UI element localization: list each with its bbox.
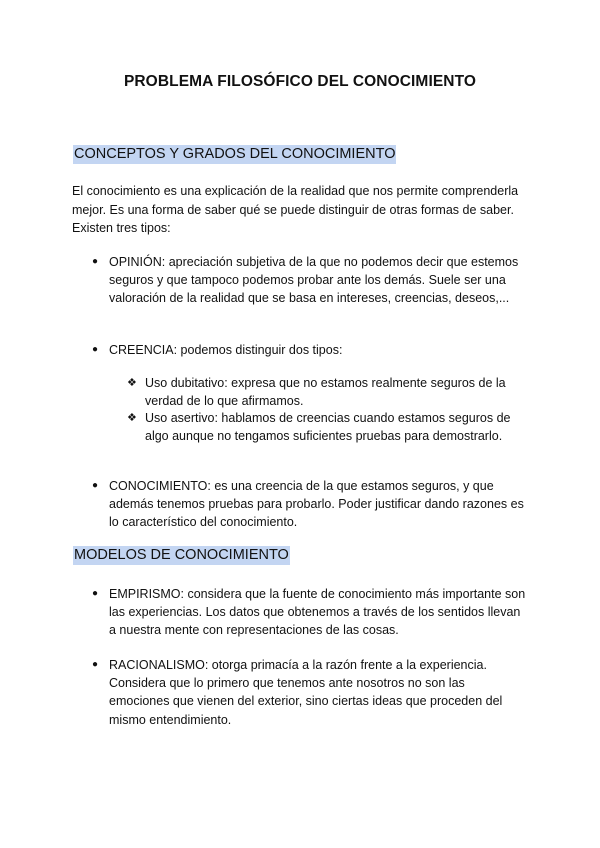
bullet-dot-icon: ● xyxy=(92,480,99,491)
bullet-dot-icon: ● xyxy=(92,588,99,599)
list-item-text: CREENCIA: podemos distinguir dos tipos: xyxy=(109,343,343,357)
bullet-dot-icon: ● xyxy=(92,344,99,355)
sub-item-text: Uso dubitativo: expresa que no estamos realmente seguros de la verdad de lo que afirmamos. xyxy=(145,376,506,409)
diamond-bullet-icon: ❖ xyxy=(127,412,137,424)
section-heading-text: MODELOS DE CONOCIMIENTO xyxy=(74,547,289,563)
diamond-bullet-icon: ❖ xyxy=(127,377,137,389)
page-title: PROBLEMA FILOSÓFICO DEL CONOCIMIENTO xyxy=(123,73,477,90)
section-heading-modelos xyxy=(72,545,291,566)
list-item-text: OPINIÓN: apreciación subjetiva de la que no podemos decir que estemos seguros y que tampoco podemos probar ante los demás. Suele ser una valoración de la realidad que se basa en intereses, creencias, deseos,... xyxy=(109,255,519,306)
intro-paragraph: El conocimiento es una explicación de la realidad que nos permite comprenderla mejor. Es una forma de saber qué se puede distinguir de otras formas de saber. Existen tres tipos: xyxy=(72,184,519,235)
list-item-text: RACIONALISMO: otorga primacía a la razón frente a la experiencia. Considera que lo primero que tenemos ante nosotros no son las emociones que vienen del exterior, sino ciertas ideas que proceden del mismo entendimiento. xyxy=(109,658,503,727)
bullet-dot-icon: ● xyxy=(92,256,99,267)
list-item-text: CONOCIMIENTO: es una creencia de la que estamos seguros, y que además tenemos pruebas para probarlo. Poder justificar dando razones es lo característico del conocimiento. xyxy=(109,479,524,530)
sub-item-text: Uso asertivo: hablamos de creencias cuando estamos seguros de algo aunque no tengamos suficientes pruebas para demostrarlo. xyxy=(145,411,511,444)
list-item-text: EMPIRISMO: considera que la fuente de conocimiento más importante son las experiencias. Los datos que obtenemos a través de los sentidos llevan a nuestra mente con representaciones de las cosas. xyxy=(109,587,526,638)
section-heading-text: CONCEPTOS Y GRADOS DEL CONOCIMIENTO xyxy=(74,146,396,162)
bullet-dot-icon: ● xyxy=(92,659,99,670)
section-heading-conceptos xyxy=(72,144,397,165)
